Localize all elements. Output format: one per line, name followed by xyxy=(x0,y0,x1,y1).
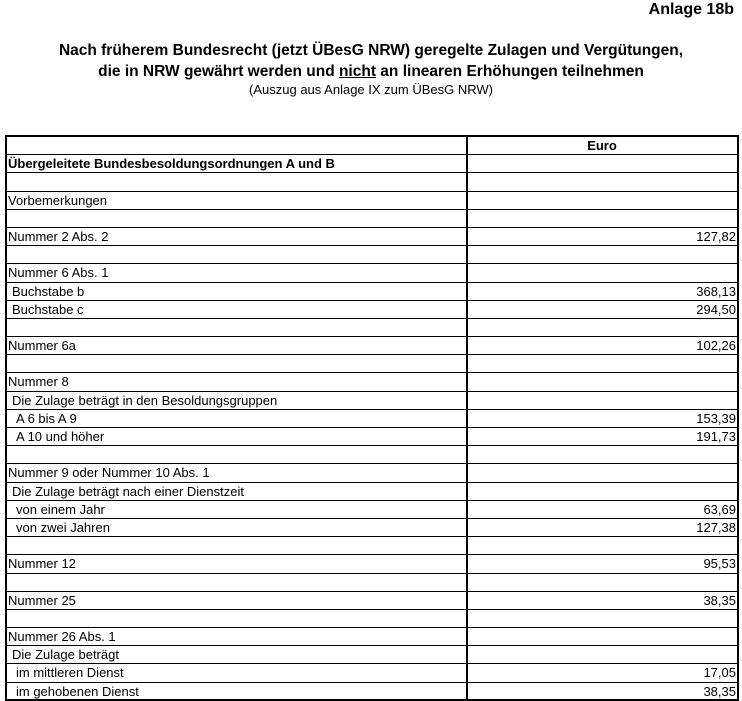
row-amount: 95,53 xyxy=(468,555,739,572)
table-row xyxy=(7,246,739,264)
row-label xyxy=(7,137,468,154)
table-row xyxy=(7,574,739,592)
row-amount: 102,26 xyxy=(468,337,739,354)
row-label xyxy=(7,173,468,190)
table-row xyxy=(7,228,739,246)
table-row xyxy=(7,137,739,155)
row-amount xyxy=(468,537,739,554)
row-amount xyxy=(468,319,739,336)
table-row xyxy=(7,555,739,573)
row-label: von einem Jahr xyxy=(7,501,468,518)
allowance-table xyxy=(5,135,739,701)
row-label xyxy=(7,355,468,372)
title-line-1: Nach früherem Bundesrecht (jetzt ÜBesG NRW) geregelte Zulagen und Vergütungen, xyxy=(58,42,684,59)
table-row xyxy=(7,428,739,446)
table-row xyxy=(7,519,739,537)
title-line-2-start: die in NRW gewährt werden und xyxy=(98,63,339,80)
row-amount: 368,13 xyxy=(468,283,739,300)
row-amount: 191,73 xyxy=(468,428,739,445)
row-amount xyxy=(468,173,739,190)
table-row xyxy=(7,664,739,682)
title-line-2 xyxy=(0,61,742,82)
row-label xyxy=(7,574,468,591)
row-amount xyxy=(468,646,739,663)
row-label xyxy=(7,610,468,627)
row-label: Nummer 12 xyxy=(7,555,468,572)
table-row xyxy=(7,337,739,355)
row-label: Nummer 26 Abs. 1 xyxy=(7,628,468,645)
row-label: A 6 bis A 9 xyxy=(7,410,468,427)
row-label: Die Zulage beträgt nach einer Dienstzeit xyxy=(7,483,468,500)
row-label: Nummer 8 xyxy=(7,373,468,390)
table-row xyxy=(7,355,739,373)
row-amount xyxy=(468,446,739,463)
document-subtitle: (Auszug aus Anlage IX zum ÜBesG NRW) xyxy=(249,82,493,97)
row-label: Nummer 2 Abs. 2 xyxy=(7,228,468,245)
row-label: A 10 und höher xyxy=(7,428,468,445)
table-row xyxy=(7,173,739,191)
row-label: Nummer 6 Abs. 1 xyxy=(7,264,468,281)
table-row xyxy=(7,537,739,555)
row-amount xyxy=(468,210,739,227)
row-amount xyxy=(468,246,739,263)
table-row xyxy=(7,210,739,228)
row-label: Nummer 9 oder Nummer 10 Abs. 1 xyxy=(7,464,468,481)
row-amount: 153,39 xyxy=(468,410,739,427)
document-title xyxy=(0,40,742,82)
row-amount: 127,38 xyxy=(468,519,739,536)
row-amount xyxy=(468,483,739,500)
table-row xyxy=(7,464,739,482)
row-amount xyxy=(468,464,739,481)
row-amount xyxy=(468,264,739,281)
row-label xyxy=(7,210,468,227)
table-row xyxy=(7,392,739,410)
row-amount: 17,05 xyxy=(468,664,739,681)
row-label: Die Zulage beträgt xyxy=(7,646,468,663)
table-row xyxy=(7,483,739,501)
row-amount xyxy=(468,610,739,627)
table-row xyxy=(7,446,739,464)
row-label xyxy=(7,446,468,463)
table-row xyxy=(7,301,739,319)
title-emphasis-not: nicht xyxy=(338,63,376,80)
row-amount xyxy=(468,628,739,645)
row-label xyxy=(7,246,468,263)
row-label xyxy=(7,319,468,336)
table-row xyxy=(7,410,739,428)
row-amount: 63,69 xyxy=(468,501,739,518)
table-row xyxy=(7,155,739,173)
table-row xyxy=(7,264,739,282)
row-amount: 294,50 xyxy=(468,301,739,318)
row-label: Die Zulage beträgt in den Besoldungsgruppen xyxy=(7,392,468,409)
row-label: Vorbemerkungen xyxy=(7,192,468,209)
table-row xyxy=(7,628,739,646)
row-amount xyxy=(468,155,739,172)
row-amount: 38,35 xyxy=(468,683,739,699)
row-label: im mittleren Dienst xyxy=(7,664,468,681)
row-amount: 127,82 xyxy=(468,228,739,245)
table-row xyxy=(7,501,739,519)
row-amount xyxy=(468,373,739,390)
annex-label: Anlage 18b xyxy=(648,1,734,18)
row-label: Nummer 25 xyxy=(7,592,468,609)
table-row xyxy=(7,610,739,628)
row-amount xyxy=(468,355,739,372)
currency-header: Euro xyxy=(468,137,739,154)
row-amount xyxy=(468,392,739,409)
row-label xyxy=(7,537,468,554)
row-amount xyxy=(468,192,739,209)
table-row xyxy=(7,683,739,701)
table-row xyxy=(7,646,739,664)
table-row xyxy=(7,283,739,301)
row-amount: 38,35 xyxy=(468,592,739,609)
row-label: Buchstabe c xyxy=(7,301,468,318)
row-label: Buchstabe b xyxy=(7,283,468,300)
row-label: Übergeleitete Bundesbesoldungsordnungen A und B xyxy=(7,155,468,172)
row-amount xyxy=(468,574,739,591)
table-row xyxy=(7,592,739,610)
row-label: Nummer 6a xyxy=(7,337,468,354)
title-line-2-end: an linearen Erhöhungen teilnehmen xyxy=(376,63,644,80)
table-row xyxy=(7,373,739,391)
table-row xyxy=(7,192,739,210)
table-row xyxy=(7,319,739,337)
row-label: von zwei Jahren xyxy=(7,519,468,536)
row-label: im gehobenen Dienst xyxy=(7,683,468,699)
